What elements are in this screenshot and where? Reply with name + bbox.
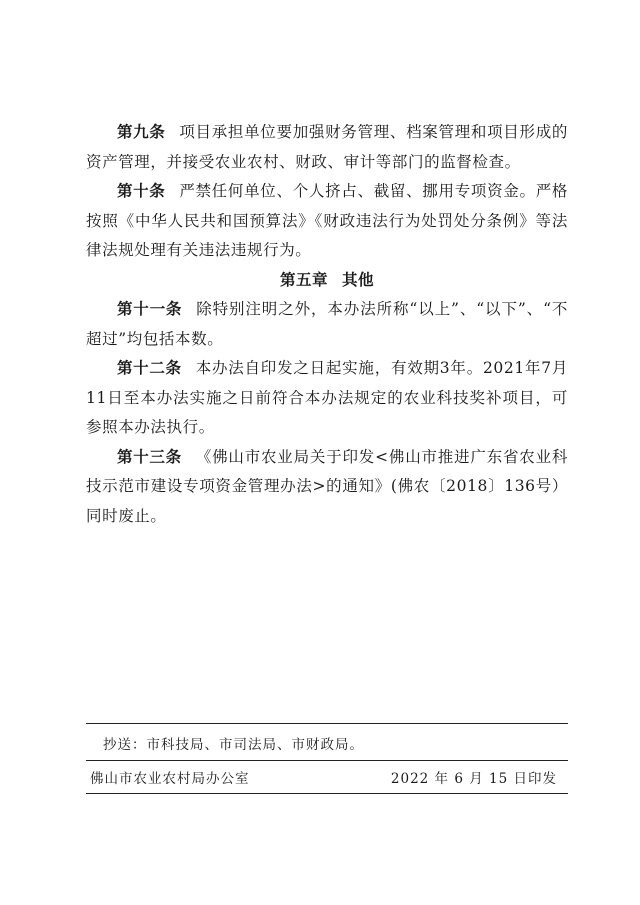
chapter-heading [86, 266, 568, 296]
article-10 [86, 177, 568, 266]
article-11 [86, 295, 568, 354]
article-number: 第十条 [117, 182, 166, 200]
cc-line: 抄送：市科技局、市司法局、市财政局。 [103, 737, 364, 753]
footer-middle-rule [86, 760, 568, 761]
article-text: 除特别注明之外，本办法所称“以上”、“以下”、“不超过”均包括本数。 [86, 300, 568, 348]
article-number: 第十一条 [117, 300, 183, 318]
article-12 [86, 354, 568, 443]
article-number: 第九条 [117, 123, 166, 141]
article-number: 第十三条 [117, 447, 182, 466]
article-9 [86, 118, 568, 177]
footer-top-rule [86, 723, 568, 724]
chapter-title: 其他 [342, 270, 375, 289]
chapter-number: 第五章 [279, 270, 328, 289]
article-text: 本办法自印发之日起实施，有效期3年。2021年7月11日至本办法实施之日前符合本办法规定的农业科技奖补项目，可参照本办法执行。 [86, 359, 568, 436]
article-text: 项目承担单位要加强财务管理、档案管理和项目形成的资产管理，并接受农业农村、财政、审计等部门的监督检查。 [86, 123, 568, 171]
issue-date: 2022 年 6 月 15 日印发 [390, 771, 557, 787]
article-text: 《佛山市农业局关于印发<佛山市推进广东省农业科技示范市建设专项资金管理办法>的通知》(佛农〔2018〕136号）同时废止。 [86, 447, 568, 525]
article-13 [86, 443, 568, 532]
document-body [86, 118, 568, 531]
footer-bottom-rule [86, 793, 568, 794]
article-text: 严禁任何单位、个人挤占、截留、挪用专项资金。严格按照《中华人民共和国预算法》《财政违法行为处罚处分条例》等法律法规处理有关违法违规行为。 [86, 182, 568, 259]
article-number: 第十二条 [117, 359, 182, 377]
issuer-office: 佛山市农业农村局办公室 [90, 771, 250, 787]
